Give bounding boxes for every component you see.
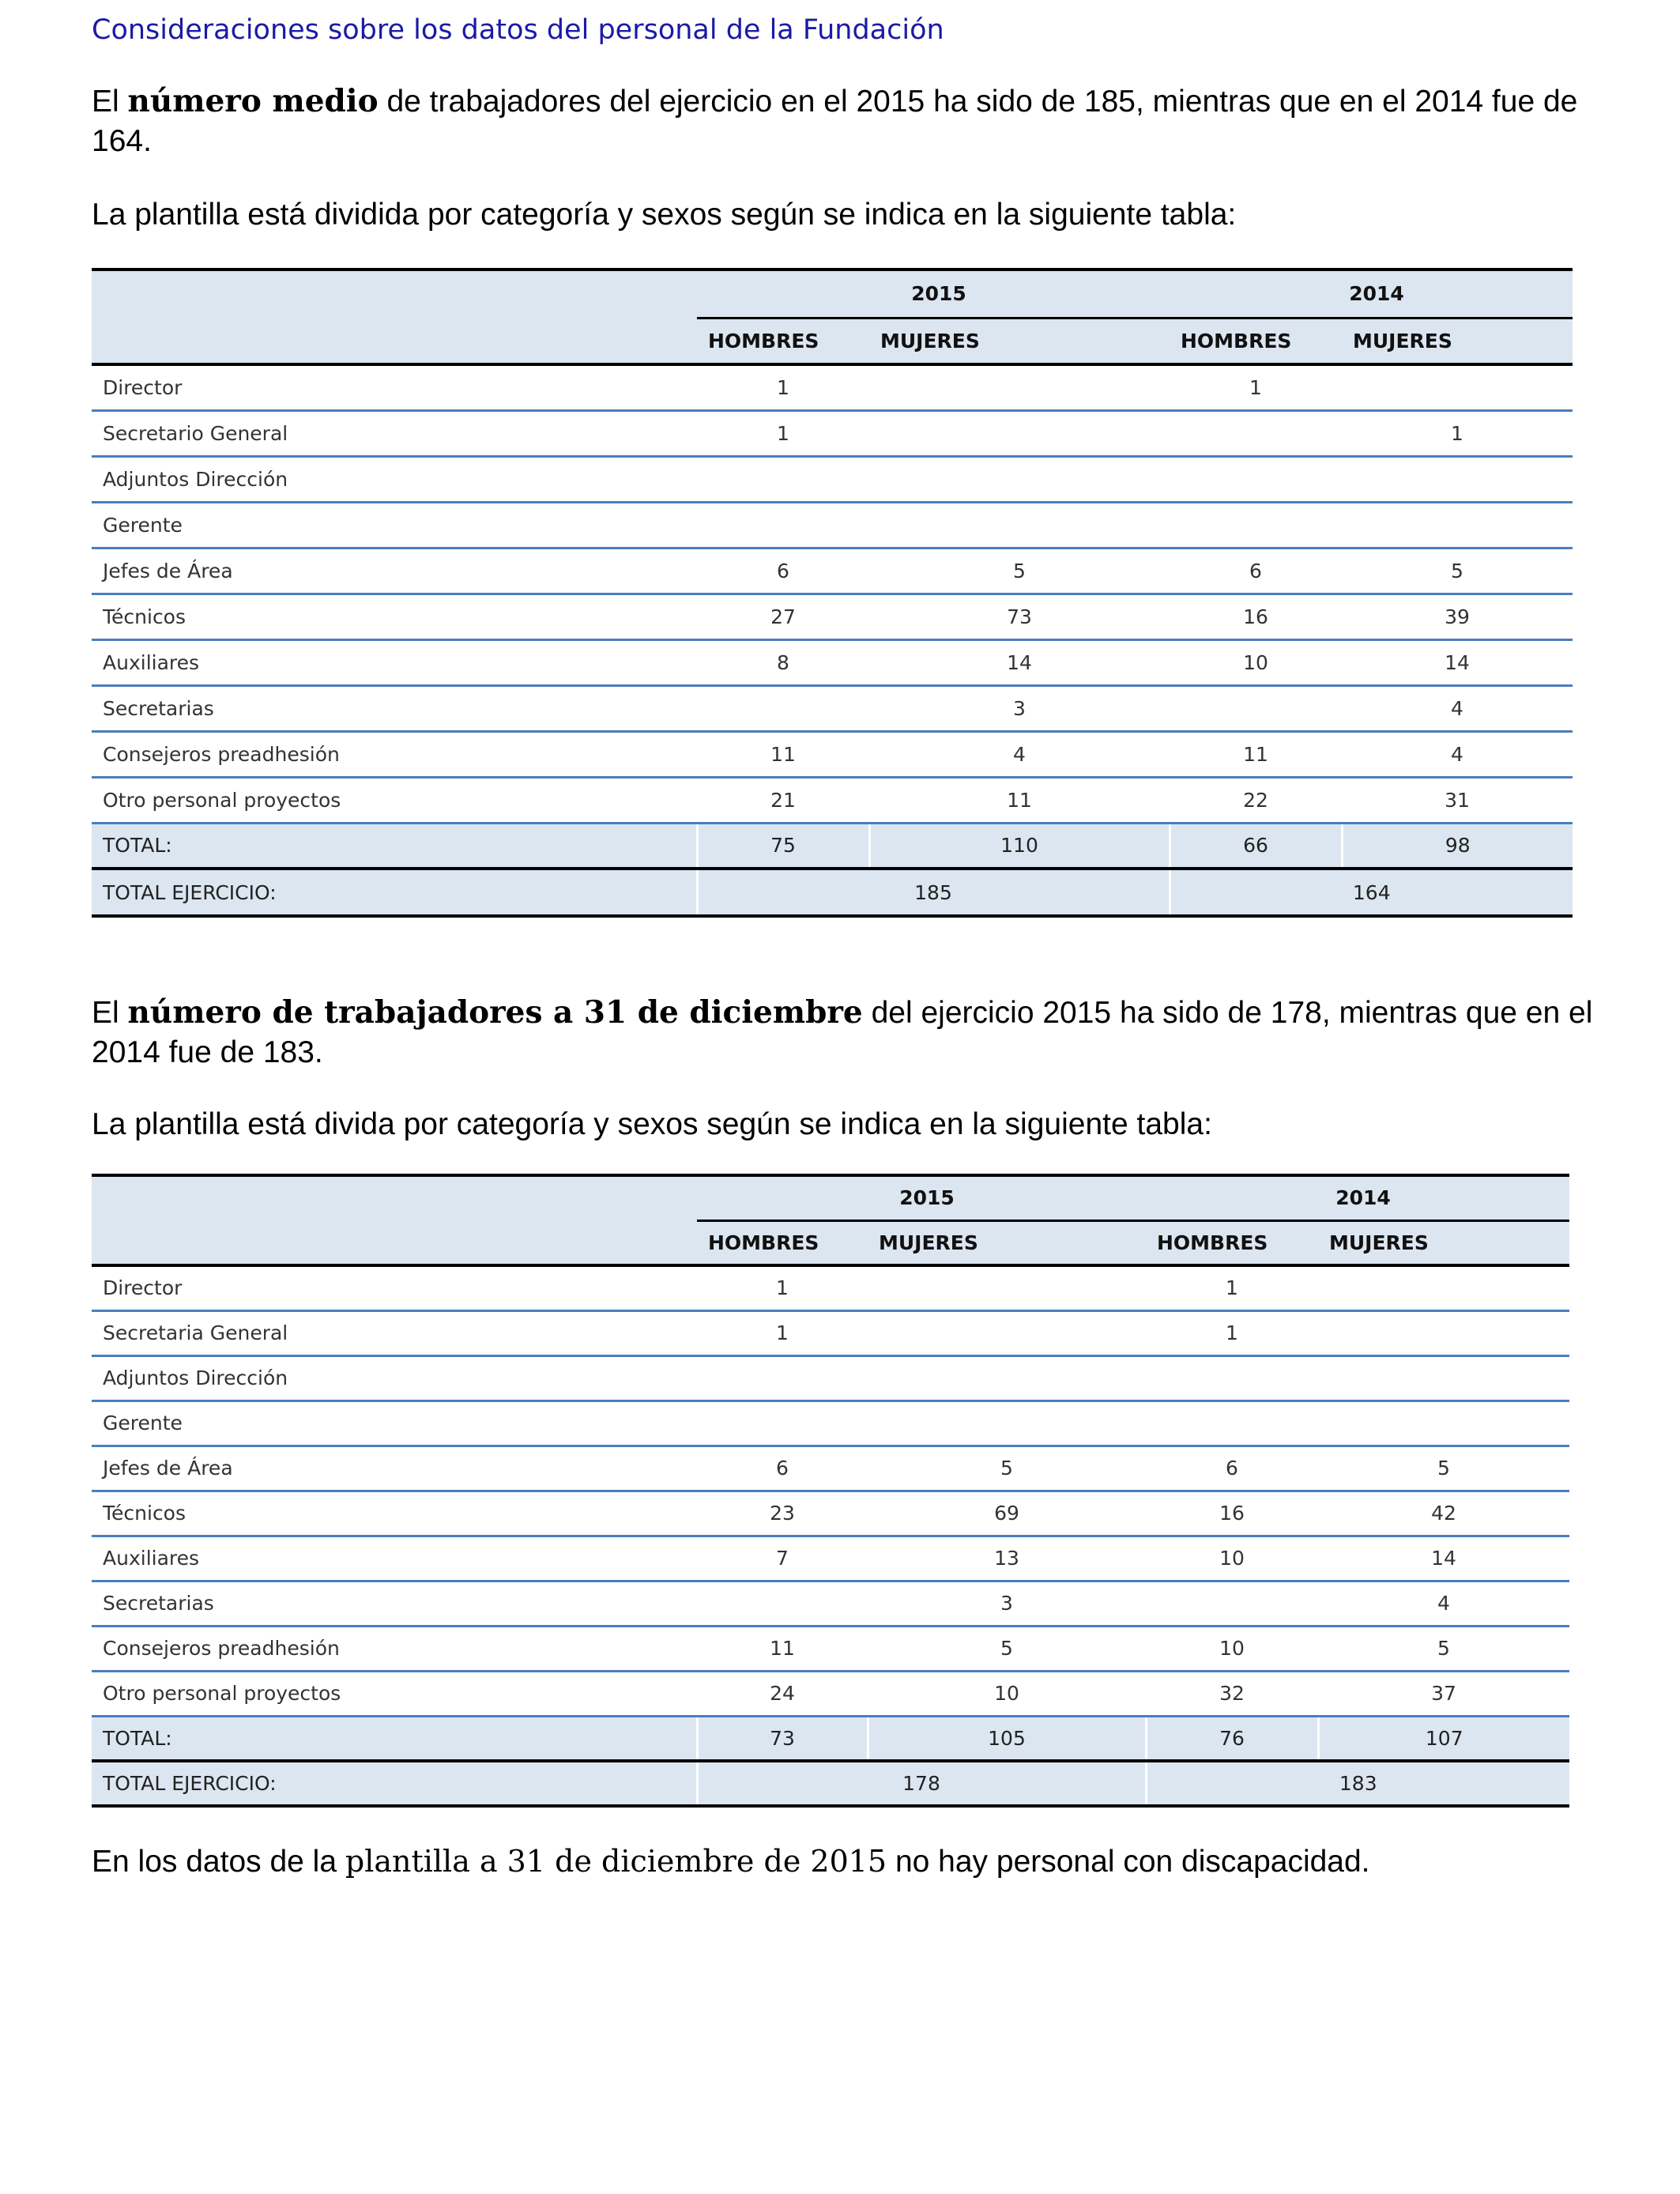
table-row bbox=[92, 685, 1573, 731]
category-cell: Adjuntos Dirección bbox=[92, 1355, 697, 1400]
hombres-2015-cell: 1 bbox=[697, 410, 869, 456]
mujeres-2015-cell bbox=[869, 502, 1170, 548]
mujeres-2015-cell bbox=[869, 410, 1170, 456]
hombres-2014-cell: 16 bbox=[1170, 594, 1342, 639]
hombres-2015-cell: 21 bbox=[697, 777, 869, 823]
mujeres-2014-cell: 31 bbox=[1342, 777, 1573, 823]
mujeres-2014-cell: 5 bbox=[1318, 1446, 1569, 1491]
mujeres-2015-cell bbox=[868, 1355, 1146, 1400]
hombres-2015-cell: 23 bbox=[697, 1491, 868, 1536]
table-grand-total-row bbox=[92, 1761, 1569, 1806]
col-mujeres-2015: MUJERES bbox=[868, 1220, 1146, 1265]
mujeres-2015-cell bbox=[868, 1400, 1146, 1446]
hombres-2014-cell: 22 bbox=[1170, 777, 1342, 823]
grand-total-2014: 183 bbox=[1146, 1761, 1569, 1806]
total-label: TOTAL: bbox=[92, 823, 697, 869]
hombres-2014-cell: 6 bbox=[1146, 1446, 1318, 1491]
hombres-2015-cell: 8 bbox=[697, 639, 869, 685]
mujeres-2014-cell bbox=[1342, 364, 1573, 410]
mujeres-2015-cell: 11 bbox=[869, 777, 1170, 823]
hombres-2015-cell: 6 bbox=[697, 1446, 868, 1491]
table-dec31-staff bbox=[92, 1174, 1569, 1808]
mujeres-2015-cell: 69 bbox=[868, 1491, 1146, 1536]
category-cell: Consejeros preadhesión bbox=[92, 1626, 697, 1671]
category-cell: Secretario General bbox=[92, 410, 697, 456]
table-year-header bbox=[92, 1175, 1569, 1220]
hombres-2014-cell: 32 bbox=[1146, 1671, 1318, 1716]
hombres-2014-cell: 1 bbox=[1146, 1265, 1318, 1310]
mujeres-2014-cell: 5 bbox=[1342, 548, 1573, 594]
category-cell: Secretaria General bbox=[92, 1310, 697, 1355]
table-row bbox=[92, 1491, 1569, 1536]
paragraph-dec31-staff: El número de trabajadores a 31 de diciembre del ejercicio 2015 ha sido de 178, mientras que en el 2014 fue de 183. bbox=[92, 994, 1593, 1069]
grand-total-2015: 178 bbox=[697, 1761, 1146, 1806]
table-grand-total-row bbox=[92, 869, 1573, 916]
table-row bbox=[92, 1310, 1569, 1355]
hombres-2015-cell: 11 bbox=[697, 731, 869, 777]
total-mujeres-2015: 105 bbox=[868, 1716, 1146, 1761]
table-row bbox=[92, 1671, 1569, 1716]
hombres-2015-cell bbox=[697, 1400, 868, 1446]
mujeres-2014-cell: 4 bbox=[1342, 731, 1573, 777]
hombres-2014-cell: 1 bbox=[1170, 364, 1342, 410]
hombres-2014-cell bbox=[1146, 1581, 1318, 1626]
col-hombres-2015: HOMBRES bbox=[697, 1220, 868, 1265]
hombres-2014-cell: 10 bbox=[1146, 1626, 1318, 1671]
total-hombres-2014: 76 bbox=[1146, 1716, 1318, 1761]
hombres-2014-cell: 6 bbox=[1170, 548, 1342, 594]
category-cell: Auxiliares bbox=[92, 1536, 697, 1581]
mujeres-2014-cell bbox=[1342, 502, 1573, 548]
mujeres-2014-cell: 1 bbox=[1342, 410, 1573, 456]
category-cell: Gerente bbox=[92, 1400, 697, 1446]
hombres-2015-cell bbox=[697, 1355, 868, 1400]
year-header-2014: 2014 bbox=[1170, 270, 1573, 318]
category-cell: Director bbox=[92, 364, 697, 410]
hombres-2014-cell: 1 bbox=[1146, 1310, 1318, 1355]
hombres-2015-cell: 6 bbox=[697, 548, 869, 594]
table-total-row bbox=[92, 823, 1573, 869]
mujeres-2015-cell: 13 bbox=[868, 1536, 1146, 1581]
hombres-2015-cell bbox=[697, 1581, 868, 1626]
hombres-2014-cell bbox=[1170, 456, 1342, 502]
hombres-2014-cell bbox=[1146, 1355, 1318, 1400]
table-total-row bbox=[92, 1716, 1569, 1761]
mujeres-2014-cell bbox=[1318, 1265, 1569, 1310]
grand-total-2015: 185 bbox=[697, 869, 1170, 916]
paragraph-table1-intro: La plantilla está dividida por categoría y sexos según se indica en la siguiente tabla: bbox=[92, 198, 1237, 232]
mujeres-2014-cell bbox=[1318, 1310, 1569, 1355]
hombres-2015-cell: 1 bbox=[697, 364, 869, 410]
category-cell: Adjuntos Dirección bbox=[92, 456, 697, 502]
mujeres-2014-cell: 14 bbox=[1342, 639, 1573, 685]
table-row bbox=[92, 364, 1573, 410]
mujeres-2014-cell bbox=[1342, 456, 1573, 502]
hombres-2015-cell: 7 bbox=[697, 1536, 868, 1581]
table-row bbox=[92, 1265, 1569, 1310]
mujeres-2014-cell bbox=[1318, 1355, 1569, 1400]
hombres-2015-cell: 11 bbox=[697, 1626, 868, 1671]
mujeres-2015-cell: 5 bbox=[868, 1626, 1146, 1671]
table-sex-header bbox=[92, 318, 1573, 364]
hombres-2014-cell bbox=[1146, 1400, 1318, 1446]
category-cell: Director bbox=[92, 1265, 697, 1310]
category-cell: Técnicos bbox=[92, 594, 697, 639]
table-row bbox=[92, 1536, 1569, 1581]
hombres-2014-cell bbox=[1170, 685, 1342, 731]
hombres-2014-cell: 16 bbox=[1146, 1491, 1318, 1536]
mujeres-2015-cell: 4 bbox=[869, 731, 1170, 777]
table-row bbox=[92, 1626, 1569, 1671]
mujeres-2015-cell bbox=[869, 364, 1170, 410]
mujeres-2015-cell: 10 bbox=[868, 1671, 1146, 1716]
hombres-2014-cell: 11 bbox=[1170, 731, 1342, 777]
table-row bbox=[92, 594, 1573, 639]
page-title: Consideraciones sobre los datos del personal de la Fundación bbox=[92, 14, 944, 46]
hombres-2015-cell: 1 bbox=[697, 1310, 868, 1355]
category-cell: Secretarias bbox=[92, 685, 697, 731]
hombres-2015-cell bbox=[697, 685, 869, 731]
table-row bbox=[92, 548, 1573, 594]
col-mujeres-2014: MUJERES bbox=[1318, 1220, 1569, 1265]
col-hombres-2014: HOMBRES bbox=[1146, 1220, 1318, 1265]
hombres-2014-cell: 10 bbox=[1170, 639, 1342, 685]
table-year-header bbox=[92, 270, 1573, 318]
mujeres-2015-cell: 5 bbox=[868, 1446, 1146, 1491]
total-mujeres-2014: 98 bbox=[1342, 823, 1573, 869]
grand-total-label: TOTAL EJERCICIO: bbox=[92, 869, 697, 916]
mujeres-2015-cell: 5 bbox=[869, 548, 1170, 594]
hombres-2015-cell: 1 bbox=[697, 1265, 868, 1310]
paragraph-disability: En los datos de la plantilla a 31 de diciembre de 2015 no hay personal con discapacidad. bbox=[92, 1844, 1370, 1879]
total-mujeres-2014: 107 bbox=[1318, 1716, 1569, 1761]
category-cell: Auxiliares bbox=[92, 639, 697, 685]
hombres-2015-cell bbox=[697, 456, 869, 502]
mujeres-2015-cell bbox=[868, 1310, 1146, 1355]
year-header-2014: 2014 bbox=[1146, 1175, 1569, 1220]
table-row bbox=[92, 1400, 1569, 1446]
grand-total-label: TOTAL EJERCICIO: bbox=[92, 1761, 697, 1806]
total-hombres-2014: 66 bbox=[1170, 823, 1342, 869]
mujeres-2015-cell: 73 bbox=[869, 594, 1170, 639]
total-hombres-2015: 73 bbox=[697, 1716, 868, 1761]
table-row bbox=[92, 1446, 1569, 1491]
mujeres-2014-cell bbox=[1318, 1400, 1569, 1446]
table-row bbox=[92, 777, 1573, 823]
category-cell: Consejeros preadhesión bbox=[92, 731, 697, 777]
category-cell: Jefes de Área bbox=[92, 548, 697, 594]
table-row bbox=[92, 410, 1573, 456]
paragraph-table2-intro: La plantilla está divida por categoría y sexos según se indica en la siguiente tabla: bbox=[92, 1107, 1212, 1141]
mujeres-2014-cell: 4 bbox=[1318, 1581, 1569, 1626]
mujeres-2015-cell: 14 bbox=[869, 639, 1170, 685]
mujeres-2014-cell: 42 bbox=[1318, 1491, 1569, 1536]
mujeres-2015-cell: 3 bbox=[868, 1581, 1146, 1626]
mujeres-2014-cell: 39 bbox=[1342, 594, 1573, 639]
total-label: TOTAL: bbox=[92, 1716, 697, 1761]
table-average-staff bbox=[92, 268, 1573, 918]
mujeres-2015-cell bbox=[868, 1265, 1146, 1310]
mujeres-2014-cell: 5 bbox=[1318, 1626, 1569, 1671]
mujeres-2015-cell bbox=[869, 456, 1170, 502]
year-header-2015: 2015 bbox=[697, 1175, 1146, 1220]
grand-total-2014: 164 bbox=[1170, 869, 1573, 916]
table-row bbox=[92, 1581, 1569, 1626]
category-cell: Jefes de Área bbox=[92, 1446, 697, 1491]
table-row bbox=[92, 731, 1573, 777]
table-row bbox=[92, 456, 1573, 502]
table-sex-header bbox=[92, 1220, 1569, 1265]
mujeres-2015-cell: 3 bbox=[869, 685, 1170, 731]
hombres-2015-cell: 27 bbox=[697, 594, 869, 639]
col-mujeres-2014: MUJERES bbox=[1342, 318, 1573, 364]
mujeres-2014-cell: 37 bbox=[1318, 1671, 1569, 1716]
table-row bbox=[92, 502, 1573, 548]
total-hombres-2015: 75 bbox=[697, 823, 869, 869]
year-header-2015: 2015 bbox=[697, 270, 1170, 318]
table-row bbox=[92, 639, 1573, 685]
total-mujeres-2015: 110 bbox=[869, 823, 1170, 869]
category-cell: Secretarias bbox=[92, 1581, 697, 1626]
mujeres-2014-cell: 4 bbox=[1342, 685, 1573, 731]
hombres-2015-cell: 24 bbox=[697, 1671, 868, 1716]
hombres-2014-cell bbox=[1170, 410, 1342, 456]
hombres-2015-cell bbox=[697, 502, 869, 548]
hombres-2014-cell bbox=[1170, 502, 1342, 548]
category-cell: Otro personal proyectos bbox=[92, 1671, 697, 1716]
category-cell: Otro personal proyectos bbox=[92, 777, 697, 823]
table-row bbox=[92, 1355, 1569, 1400]
category-cell: Técnicos bbox=[92, 1491, 697, 1536]
col-mujeres-2015: MUJERES bbox=[869, 318, 1170, 364]
mujeres-2014-cell: 14 bbox=[1318, 1536, 1569, 1581]
col-hombres-2014: HOMBRES bbox=[1170, 318, 1342, 364]
col-hombres-2015: HOMBRES bbox=[697, 318, 869, 364]
category-cell: Gerente bbox=[92, 502, 697, 548]
paragraph-average-staff: El número medio de trabajadores del ejercicio en el 2015 ha sido de 185, mientras que en el 2014 fue de 164. bbox=[92, 83, 1578, 158]
hombres-2014-cell: 10 bbox=[1146, 1536, 1318, 1581]
